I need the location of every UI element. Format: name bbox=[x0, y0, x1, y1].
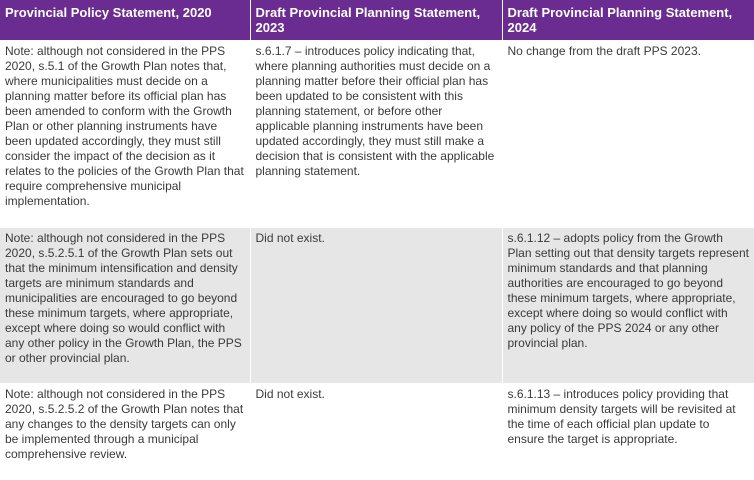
table-row bbox=[0, 41, 754, 228]
header-draft-pps-2024: Draft Provincial Planning Statement, 2024 bbox=[502, 0, 754, 41]
table-cell: Did not exist. bbox=[250, 228, 502, 384]
table-row bbox=[0, 228, 754, 384]
table-row bbox=[0, 384, 754, 474]
table-cell: s.6.1.7 – introduces policy indicating that, where planning authorities must decide on a planning matter before their official plan has been updated to be consistent with this planning statement, or before other applicable planning instruments have been updated accordingly, they must still make a decision that is consistent with the applicable planning statement. bbox=[250, 41, 502, 228]
table-cell: Did not exist. bbox=[250, 384, 502, 474]
table-cell: Note: although not considered in the PPS 2020, s.5.2.5.2 of the Growth Plan notes that any changes to the density targets can only be implemented through a municipal comprehensive review. bbox=[0, 384, 250, 474]
table-body bbox=[0, 41, 754, 474]
table-cell: s.6.1.12 – adopts policy from the Growth Plan setting out that density targets represent minimum standards and that planning authorities are encouraged to go beyond these minimum targets, where appropriate, except where doing so would conflict with any policy of the PPS 2024 or any other provincial plan. bbox=[502, 228, 754, 384]
header-draft-pps-2023: Draft Provincial Planning Statement, 2023 bbox=[250, 0, 502, 41]
table-cell: Note: although not considered in the PPS 2020, s.5.1 of the Growth Plan notes that, where municipalities must decide on a planning matter before its official plan has been amended to conform with the Growth Plan or other planning instruments have been updated accordingly, they must still consider the impact of the decision as it relates to the policies of the Growth Plan that require comprehensive municipal implementation. bbox=[0, 41, 250, 228]
table-cell: No change from the draft PPS 2023. bbox=[502, 41, 754, 228]
table-header bbox=[0, 0, 754, 41]
table-cell: s.6.1.13 – introduces policy providing that minimum density targets will be revisited at the time of each official plan update to ensure the target is appropriate. bbox=[502, 384, 754, 474]
header-pps-2020: Provincial Policy Statement, 2020 bbox=[0, 0, 250, 41]
table-cell: Note: although not considered in the PPS 2020, s.5.2.5.1 of the Growth Plan sets out that the minimum intensification and density targets are minimum standards and municipalities are encouraged to go beyond these minimum targets, where appropriate, except where doing so would conflict with any other policy in the Growth Plan, the PPS or other provincial plan. bbox=[0, 228, 250, 384]
header-row bbox=[0, 0, 754, 41]
